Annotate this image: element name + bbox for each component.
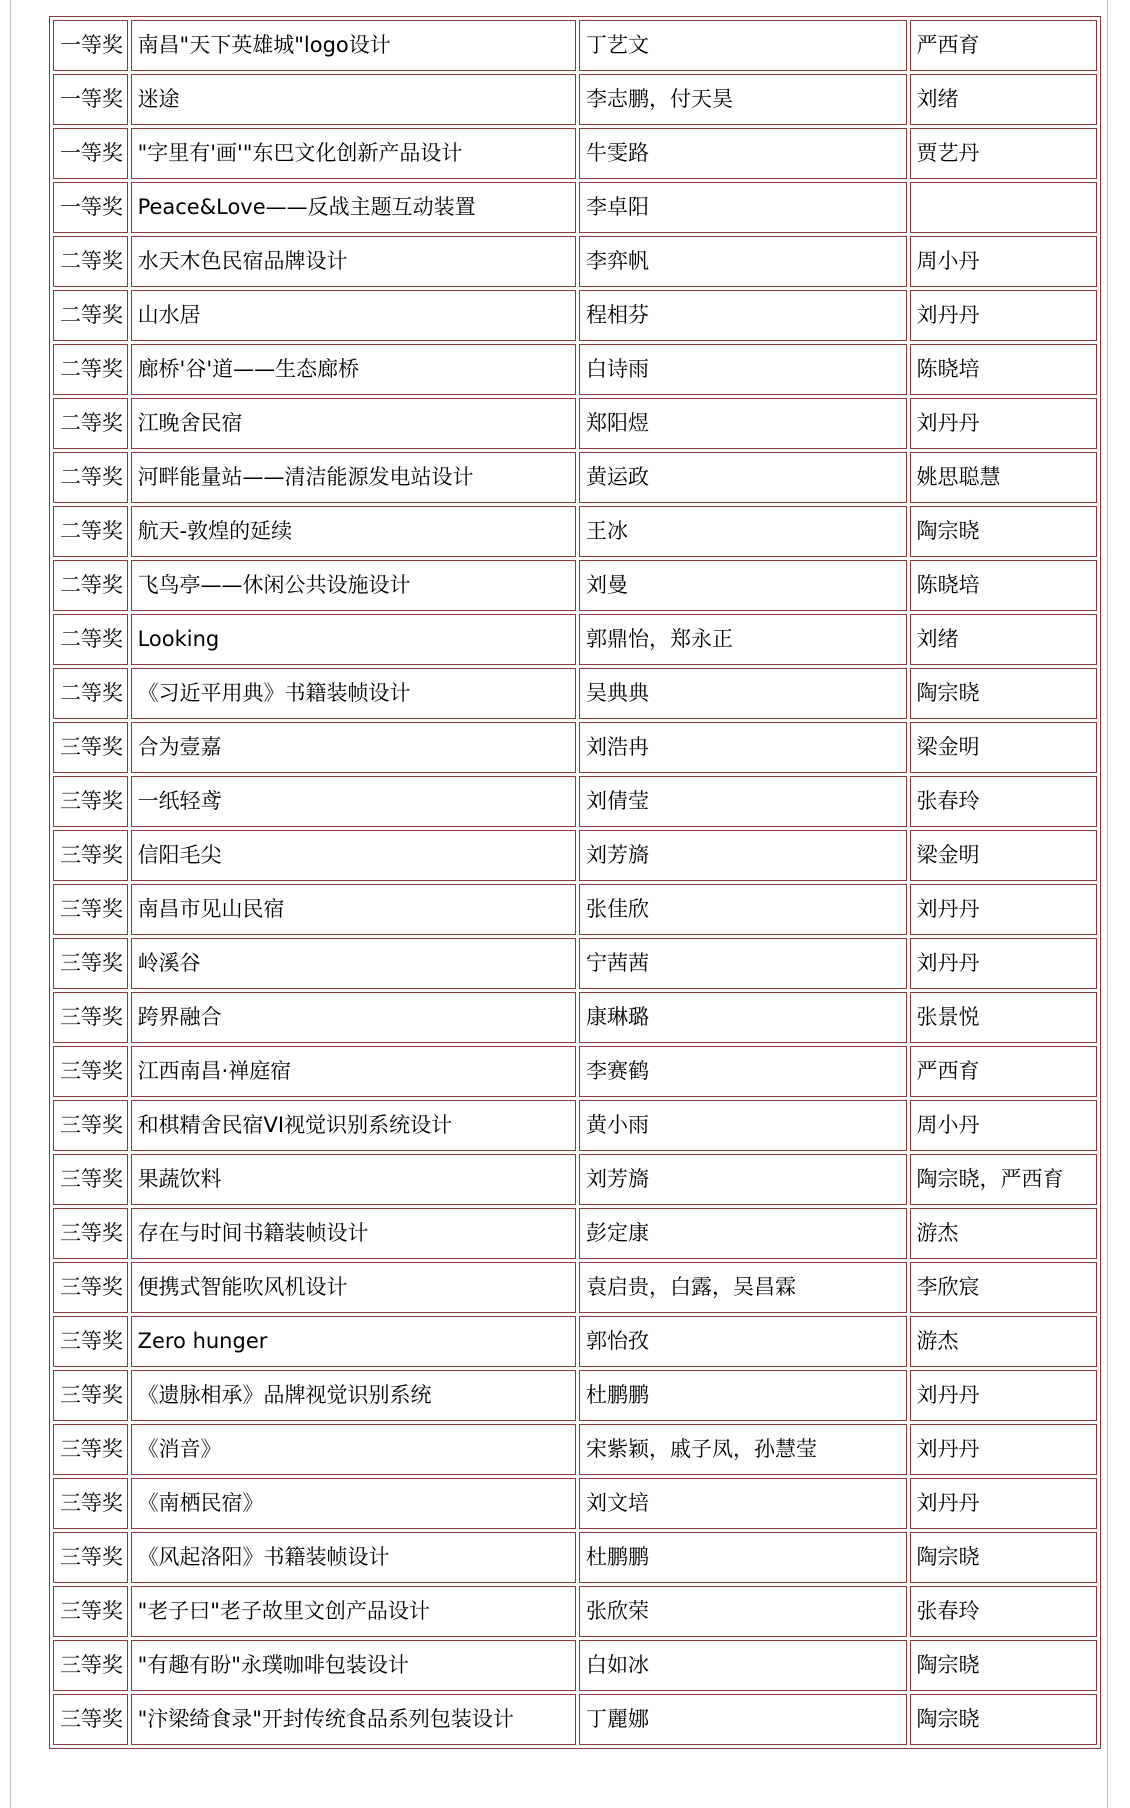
advisor-cell: 李欣宸 [910,1262,1097,1313]
table-row [53,938,1097,989]
work-title-cell: "字里有'画'"东巴文化创新产品设计 [131,128,576,179]
awards-table-body [53,20,1097,1745]
work-title-cell: 跨界融合 [131,992,576,1043]
work-title-cell: "老子曰"老子故里文创产品设计 [131,1586,576,1637]
advisor-cell: 刘丹丹 [910,398,1097,449]
work-title-cell: 一纸轻鸢 [131,776,576,827]
author-cell: 郑阳煜 [579,398,907,449]
work-title-cell: 《遗脉相承》品牌视觉识别系统 [131,1370,576,1421]
advisor-cell: 陶宗晓，严西育 [910,1154,1097,1205]
author-cell: 李志鹏，付天昊 [579,74,907,125]
work-title-cell: 江西南昌·禅庭宿 [131,1046,576,1097]
award-level-cell: 三等奖 [53,1424,128,1475]
advisor-cell: 刘丹丹 [910,290,1097,341]
award-level-cell: 三等奖 [53,722,128,773]
advisor-cell: 梁金明 [910,722,1097,773]
advisor-cell: 张春玲 [910,1586,1097,1637]
work-title-cell: 迷途 [131,74,576,125]
work-title-cell: 《南栖民宿》 [131,1478,576,1529]
table-row [53,290,1097,341]
award-level-cell: 一等奖 [53,74,128,125]
table-row [53,992,1097,1043]
award-level-cell: 一等奖 [53,20,128,71]
award-level-cell: 二等奖 [53,344,128,395]
advisor-cell: 张春玲 [910,776,1097,827]
table-row [53,1316,1097,1367]
award-level-cell: 三等奖 [53,1208,128,1259]
awards-table [49,16,1101,1749]
author-cell: 黄小雨 [579,1100,907,1151]
award-level-cell: 三等奖 [53,992,128,1043]
table-row [53,1586,1097,1637]
award-level-cell: 三等奖 [53,1046,128,1097]
table-row [53,722,1097,773]
award-level-cell: 三等奖 [53,776,128,827]
table-row [53,830,1097,881]
author-cell: 杜鹏鹏 [579,1532,907,1583]
award-level-cell: 三等奖 [53,938,128,989]
award-level-cell: 三等奖 [53,1586,128,1637]
advisor-cell: 游杰 [910,1208,1097,1259]
author-cell: 丁艺文 [579,20,907,71]
table-row [53,452,1097,503]
advisor-cell: 贾艺丹 [910,128,1097,179]
advisor-cell: 严西育 [910,1046,1097,1097]
table-row [53,884,1097,935]
award-level-cell: 三等奖 [53,1640,128,1691]
author-cell: 杜鹏鹏 [579,1370,907,1421]
table-row [53,1370,1097,1421]
advisor-cell: 陶宗晓 [910,506,1097,557]
work-title-cell: 江晚舍民宿 [131,398,576,449]
author-cell: 王冰 [579,506,907,557]
award-level-cell: 三等奖 [53,1478,128,1529]
work-title-cell: 信阳毛尖 [131,830,576,881]
page-right-rule [1107,0,1108,1808]
award-level-cell: 二等奖 [53,560,128,611]
award-level-cell: 三等奖 [53,1262,128,1313]
advisor-cell: 张景悦 [910,992,1097,1043]
advisor-cell: 刘丹丹 [910,938,1097,989]
table-row [53,236,1097,287]
advisor-cell: 梁金明 [910,830,1097,881]
work-title-cell: 河畔能量站——清洁能源发电站设计 [131,452,576,503]
work-title-cell: 《风起洛阳》书籍装帧设计 [131,1532,576,1583]
table-row [53,398,1097,449]
table-row [53,182,1097,233]
work-title-cell: Looking [131,614,576,665]
advisor-cell: 刘丹丹 [910,1370,1097,1421]
work-title-cell: 航天-敦煌的延续 [131,506,576,557]
advisor-cell: 陈晓培 [910,560,1097,611]
table-row [53,20,1097,71]
work-title-cell: 山水居 [131,290,576,341]
work-title-cell: Peace&Love——反战主题互动装置 [131,182,576,233]
advisor-cell: 陶宗晓 [910,1694,1097,1745]
award-level-cell: 三等奖 [53,1532,128,1583]
advisor-cell: 陶宗晓 [910,668,1097,719]
award-level-cell: 二等奖 [53,398,128,449]
work-title-cell: 存在与时间书籍装帧设计 [131,1208,576,1259]
table-row [53,1100,1097,1151]
advisor-cell: 刘丹丹 [910,1424,1097,1475]
table-row [53,560,1097,611]
award-level-cell: 二等奖 [53,668,128,719]
author-cell: 丁麗娜 [579,1694,907,1745]
work-title-cell: 和棋精舍民宿VI视觉识别系统设计 [131,1100,576,1151]
author-cell: 彭定康 [579,1208,907,1259]
advisor-cell [910,182,1097,233]
author-cell: 李赛鹤 [579,1046,907,1097]
award-level-cell: 二等奖 [53,614,128,665]
work-title-cell: 岭溪谷 [131,938,576,989]
author-cell: 宋紫颖，戚子凤，孙慧莹 [579,1424,907,1475]
table-row [53,74,1097,125]
author-cell: 刘倩莹 [579,776,907,827]
work-title-cell: 合为壹嘉 [131,722,576,773]
table-row [53,614,1097,665]
table-row [53,1532,1097,1583]
advisor-cell: 严西育 [910,20,1097,71]
work-title-cell: Zero hunger [131,1316,576,1367]
author-cell: 郭怡孜 [579,1316,907,1367]
work-title-cell: 南昌市见山民宿 [131,884,576,935]
author-cell: 康琳璐 [579,992,907,1043]
author-cell: 郭鼎怡，郑永正 [579,614,907,665]
table-row [53,1154,1097,1205]
advisor-cell: 刘绪 [910,74,1097,125]
author-cell: 吴典典 [579,668,907,719]
work-title-cell: 《消音》 [131,1424,576,1475]
award-level-cell: 三等奖 [53,1694,128,1745]
table-row [53,344,1097,395]
work-title-cell: 南昌"天下英雄城"logo设计 [131,20,576,71]
author-cell: 刘浩冉 [579,722,907,773]
author-cell: 张佳欣 [579,884,907,935]
table-row [53,1694,1097,1745]
table-row [53,1046,1097,1097]
table-row [53,776,1097,827]
work-title-cell: 便携式智能吹风机设计 [131,1262,576,1313]
advisor-cell: 陈晓培 [910,344,1097,395]
advisor-cell: 刘绪 [910,614,1097,665]
table-row [53,668,1097,719]
author-cell: 刘曼 [579,560,907,611]
author-cell: 黄运政 [579,452,907,503]
page-left-rule [10,0,11,1808]
award-level-cell: 一等奖 [53,182,128,233]
work-title-cell: "有趣有盼"永璞咖啡包装设计 [131,1640,576,1691]
work-title-cell: 廊桥'谷'道——生态廊桥 [131,344,576,395]
award-level-cell: 二等奖 [53,506,128,557]
author-cell: 宁茜茜 [579,938,907,989]
author-cell: 白诗雨 [579,344,907,395]
awards-table-container [49,16,1101,1749]
author-cell: 袁启贵，白露，吴昌霖 [579,1262,907,1313]
author-cell: 牛雯路 [579,128,907,179]
table-row [53,1262,1097,1313]
author-cell: 李弈帆 [579,236,907,287]
table-row [53,128,1097,179]
advisor-cell: 陶宗晓 [910,1640,1097,1691]
table-row [53,1640,1097,1691]
work-title-cell: 水天木色民宿品牌设计 [131,236,576,287]
award-level-cell: 二等奖 [53,452,128,503]
advisor-cell: 周小丹 [910,236,1097,287]
author-cell: 张欣荣 [579,1586,907,1637]
award-level-cell: 三等奖 [53,884,128,935]
award-level-cell: 三等奖 [53,1316,128,1367]
advisor-cell: 周小丹 [910,1100,1097,1151]
table-row [53,1208,1097,1259]
table-row [53,1424,1097,1475]
advisor-cell: 姚思聪慧 [910,452,1097,503]
author-cell: 程相芬 [579,290,907,341]
advisor-cell: 刘丹丹 [910,884,1097,935]
work-title-cell: 《习近平用典》书籍装帧设计 [131,668,576,719]
author-cell: 李卓阳 [579,182,907,233]
award-level-cell: 三等奖 [53,1370,128,1421]
advisor-cell: 游杰 [910,1316,1097,1367]
award-level-cell: 二等奖 [53,290,128,341]
author-cell: 刘芳旖 [579,830,907,881]
work-title-cell: "汴梁绮食录"开封传统食品系列包装设计 [131,1694,576,1745]
author-cell: 刘文培 [579,1478,907,1529]
author-cell: 刘芳旖 [579,1154,907,1205]
table-row [53,1478,1097,1529]
table-row [53,506,1097,557]
work-title-cell: 果蔬饮料 [131,1154,576,1205]
award-level-cell: 一等奖 [53,128,128,179]
award-level-cell: 三等奖 [53,830,128,881]
award-level-cell: 二等奖 [53,236,128,287]
award-level-cell: 三等奖 [53,1154,128,1205]
advisor-cell: 刘丹丹 [910,1478,1097,1529]
work-title-cell: 飞鸟亭——休闲公共设施设计 [131,560,576,611]
author-cell: 白如冰 [579,1640,907,1691]
advisor-cell: 陶宗晓 [910,1532,1097,1583]
award-level-cell: 三等奖 [53,1100,128,1151]
